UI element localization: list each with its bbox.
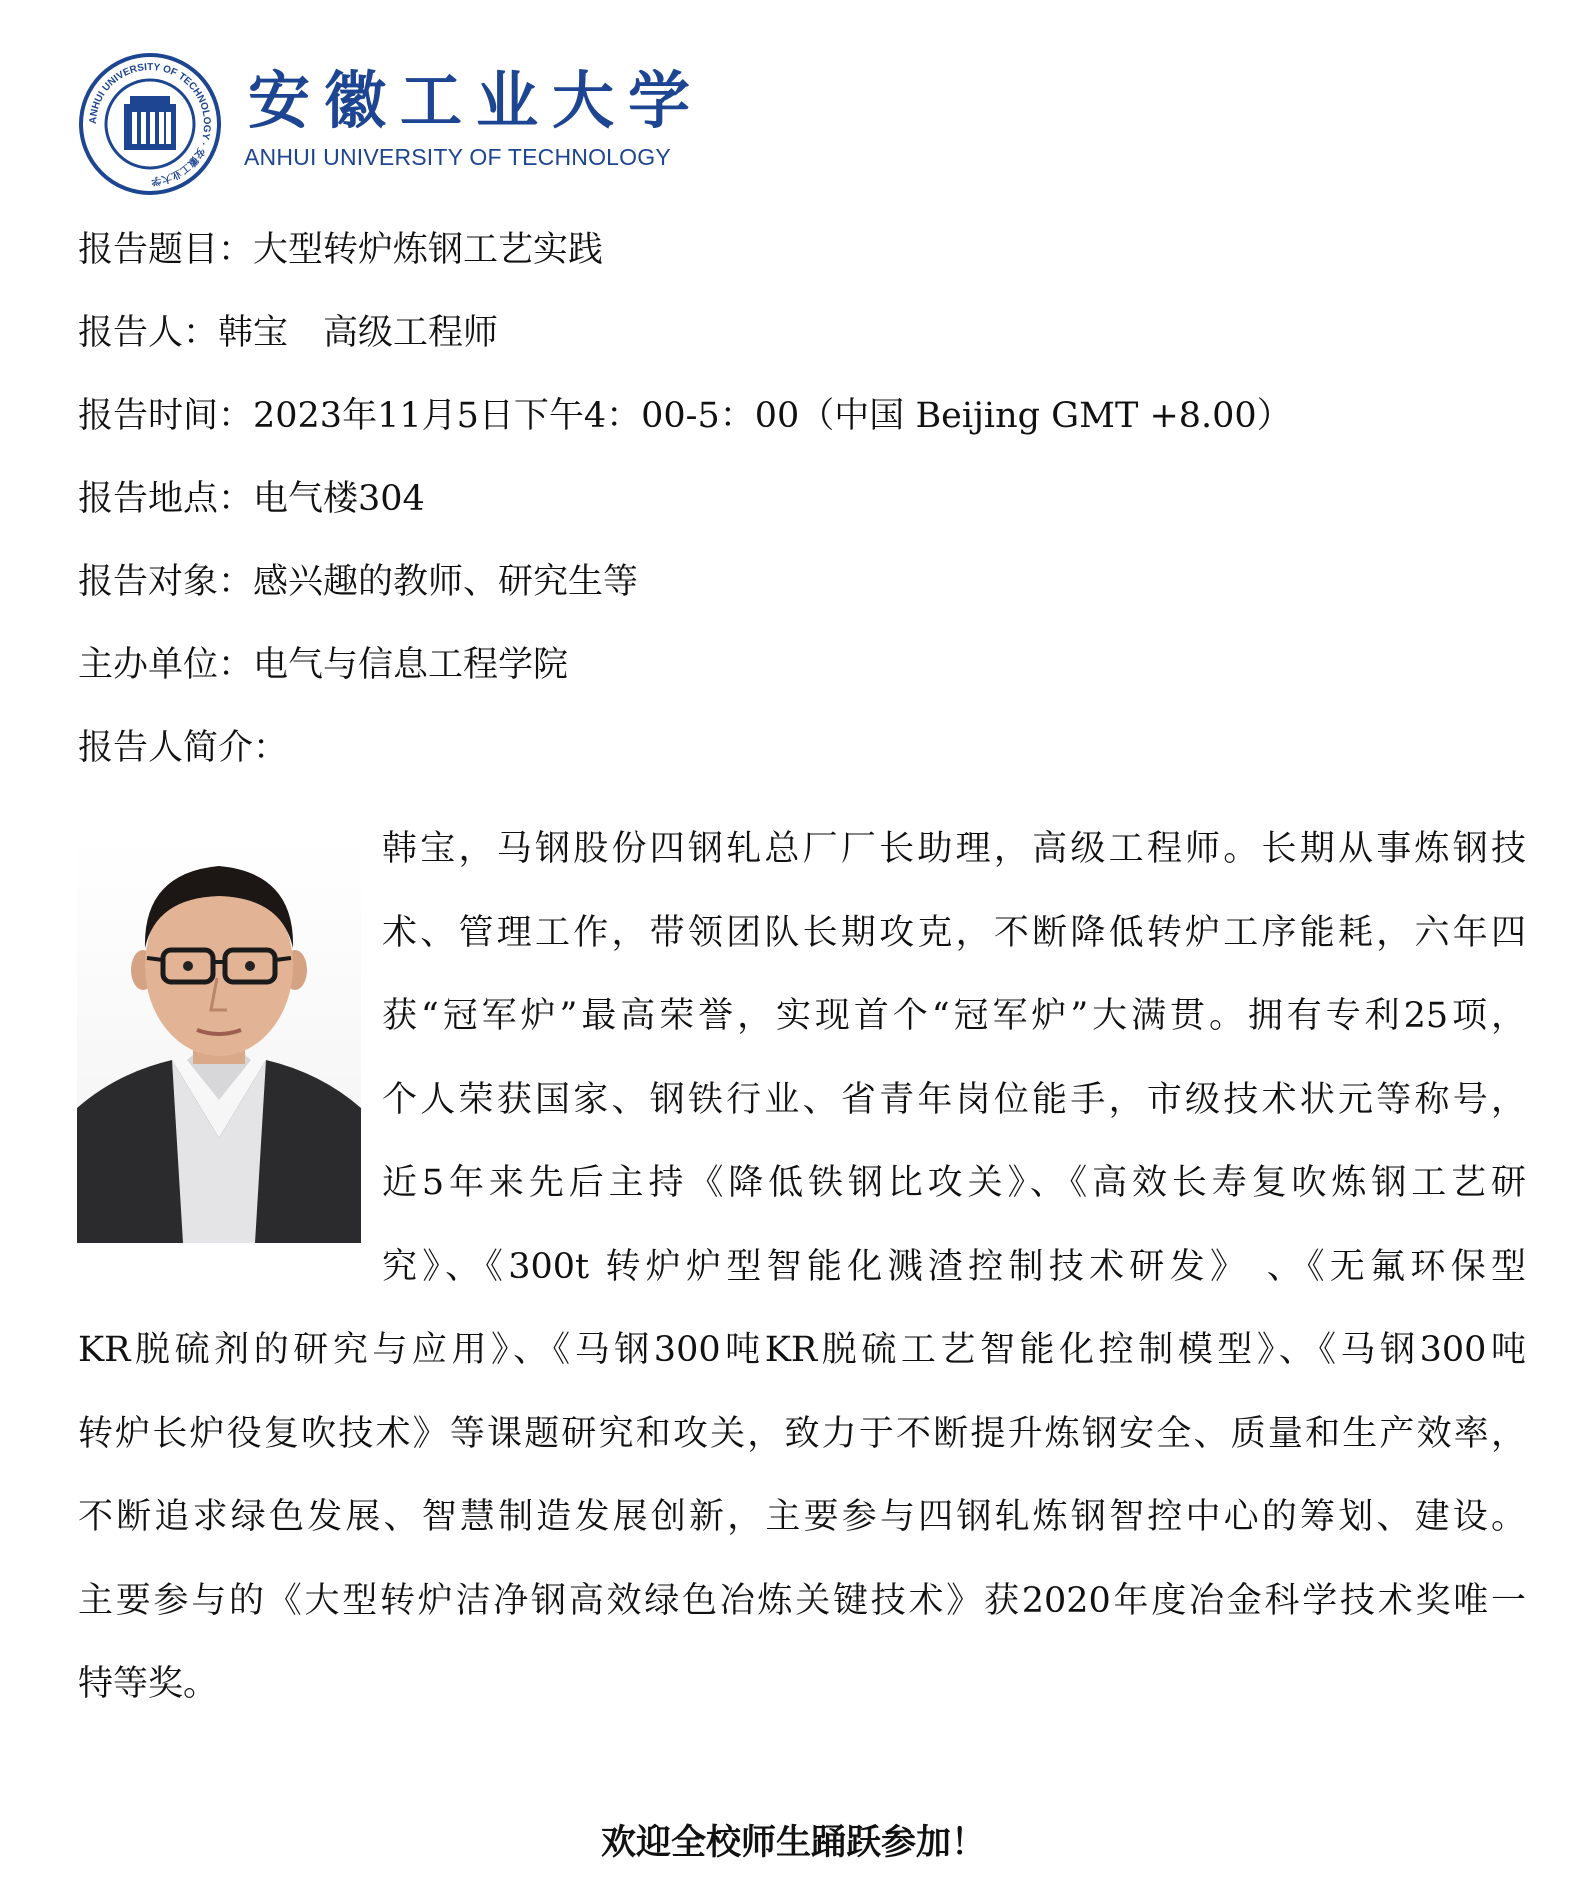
university-logo — [78, 52, 798, 192]
bio-line: 术、管理工作，带领团队长期攻克，不断降低转炉工序能耗，六年四 — [382, 912, 1526, 953]
bio-line: 不断追求绿色发展、智慧制造发展创新，主要参与四钢轧炼钢智控中心的筹划、建设。 — [78, 1497, 1526, 1537]
bio-line: 获“冠军炉”最高荣誉，实现首个“冠军炉”大满贯。拥有专利25项， — [382, 996, 1526, 1036]
speaker-bio — [78, 808, 1526, 1727]
university-seal-icon — [78, 52, 222, 196]
svg-text:ANHUI UNIVERSITY OF TECHNOLOGY: ANHUI UNIVERSITY OF TECHNOLOGY · 安徽工业大学 — [87, 61, 213, 187]
university-name-cn: 安徽工业大学 — [248, 64, 705, 137]
report-time: 报告时间：2023年11月5日下午4：00-5：00（中国 Beijing GMT +8.00） — [78, 396, 1292, 436]
bio-line: 主要参与的《大型转炉洁净钢高效绿色冶炼关键技术》获2020年度冶金科学技术奖唯一 — [78, 1580, 1526, 1621]
bio-line: 特等奖。 — [78, 1664, 219, 1704]
bio-line: 韩宝，马钢股份四钢轧总厂厂长助理，高级工程师。长期从事炼钢技 — [382, 829, 1526, 869]
bio-line: 究》、《300t 转炉炉型智能化溅渣控制技术研发》 、《无氟环保型 — [382, 1246, 1526, 1287]
bio-line: KR脱硫剂的研究与应用》、《马钢300吨KR脱硫工艺智能化控制模型》、《马钢300吨 — [78, 1330, 1526, 1370]
bio-line: 近5年来先后主持《降低铁钢比攻关》、《高效长寿复吹炼钢工艺研 — [382, 1163, 1526, 1203]
welcome-message: 欢迎全校师生踊跃参加！ — [600, 1822, 986, 1863]
report-audience: 报告对象：感兴趣的教师、研究生等 — [78, 562, 639, 602]
bio-line: 个人荣获国家、钢铁行业、省青年岗位能手，市级技术状元等称号， — [382, 1079, 1526, 1120]
report-title: 报告题目：大型转炉炼钢工艺实践 — [78, 230, 604, 270]
intro-heading: 报告人简介： — [78, 728, 289, 768]
university-name-en: ANHUI UNIVERSITY OF TECHNOLOGY — [244, 144, 671, 170]
report-organizer: 主办单位：电气与信息工程学院 — [78, 645, 569, 685]
report-info — [78, 220, 1518, 801]
report-speaker: 报告人：韩宝 高级工程师 — [78, 313, 499, 353]
bio-line: 转炉长炉役复吹技术》等课题研究和攻关，致力于不断提升炼钢安全、质量和生产效率， — [78, 1413, 1526, 1454]
report-place: 报告地点：电气楼304 — [78, 479, 425, 519]
